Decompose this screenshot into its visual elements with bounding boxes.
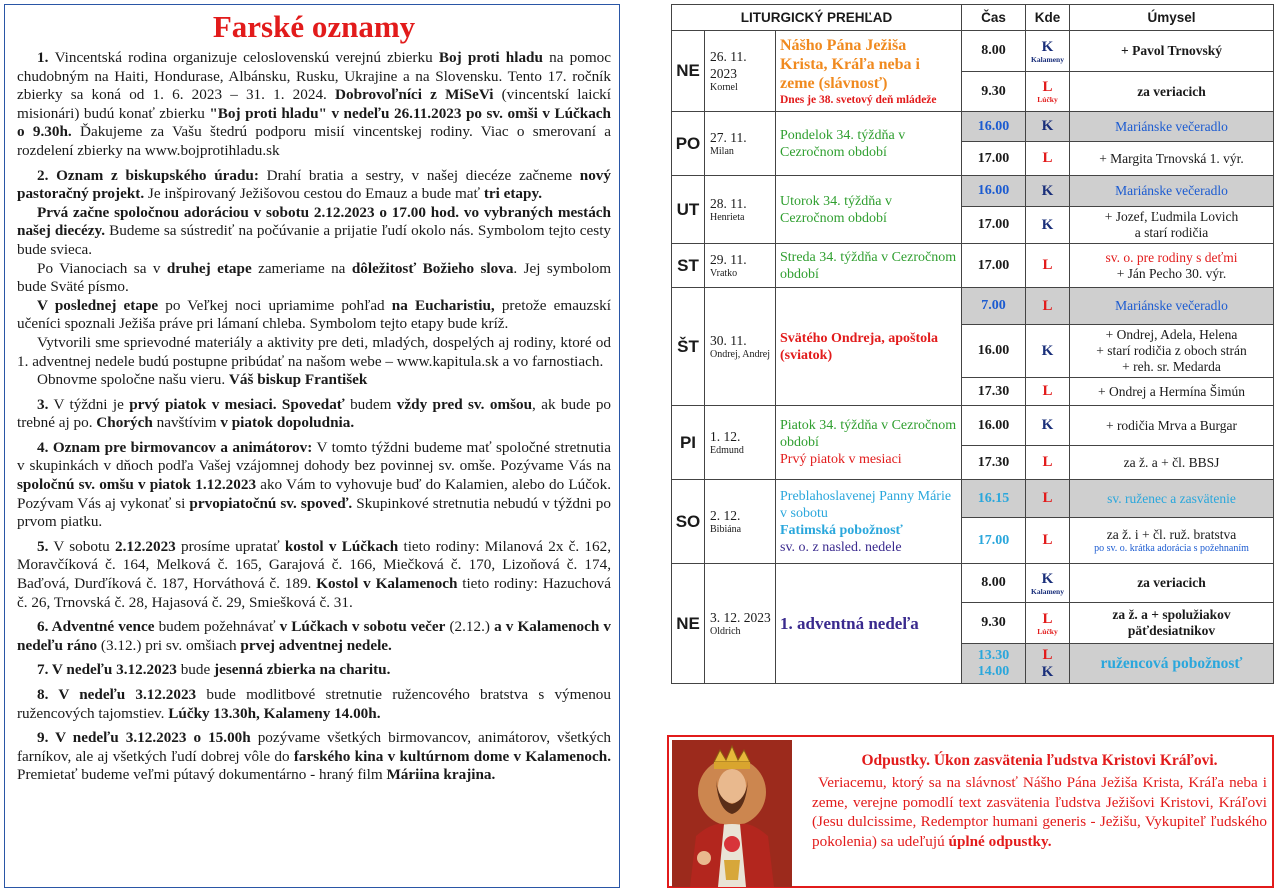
announcement-bold-text: 4. Oznam pre birmovancov a animátorov: xyxy=(37,438,313,456)
place-cell xyxy=(1026,207,1070,244)
table-row xyxy=(672,406,1274,446)
feast-line: Utorok 34. týždňa v Cezročnom období xyxy=(780,193,892,226)
intention-cell xyxy=(1070,446,1274,480)
christ-king-image xyxy=(672,740,792,887)
announcement-text: (vincentskí laickí misionári) budú konať zbierku xyxy=(17,86,612,122)
announcement-paragraph xyxy=(17,260,611,297)
indulgence-text xyxy=(812,751,1267,851)
announcement-bold-text: v piatok dopoludnia. xyxy=(220,414,355,432)
intention-cell xyxy=(1070,644,1274,684)
announcement-list xyxy=(17,49,611,785)
intention-cell xyxy=(1070,142,1274,176)
announcement-bold-text: prvý piatok v mesiaci. Spovedať xyxy=(129,395,345,413)
time-cell: 17.30 xyxy=(962,446,1026,480)
intention-line: + Ondrej, Adela, Helena xyxy=(1105,327,1238,342)
place-cell xyxy=(1026,480,1070,518)
announcement-item xyxy=(17,167,611,390)
date-cell xyxy=(705,244,776,288)
announcement-text: tieto rodiny: Hazuchová č. 26, Trnovská č. 28, Hajasová č. 29, Smiešková č. 31. xyxy=(17,575,612,611)
feast-line: Pondelok 34. týždňa v Cezročnom období xyxy=(780,127,906,160)
intention-cell xyxy=(1070,112,1274,142)
day-abbrev: PO xyxy=(672,112,705,176)
time-cell: 9.30 xyxy=(962,72,1026,112)
place-name: Kalameny xyxy=(1031,586,1064,596)
place-letter: L xyxy=(1042,454,1053,470)
intention-line: za ž. a + čl. BBSJ xyxy=(1123,454,1220,470)
place-letter: K xyxy=(1041,663,1054,680)
intention-cell xyxy=(1070,378,1274,406)
announcement-text: Po Vianociach sa v xyxy=(37,259,167,277)
place-letter: L xyxy=(1042,610,1053,627)
announcement-bold-text: Máriina krajina. xyxy=(386,766,496,784)
announcement-text: ako Vám to vyhovuje buď do Kalamien, alebo do Lúčok. Pozývam Vás aj vykonať si xyxy=(17,476,611,512)
announcement-bold-text: v Lúčkach v sobotu večer xyxy=(279,618,446,636)
time-cell: 17.00 xyxy=(962,518,1026,564)
intention-line: sv. ruženec a zasvätenie xyxy=(1107,490,1236,506)
name-day: Henrieta xyxy=(710,212,745,223)
date-cell xyxy=(705,112,776,176)
indulgence-body-text: Veriacemu, ktorý sa na slávnosť Nášho Pána Ježiša Krista, Kráľa neba i zeme, verejne pomodlí text zasvätenia ľudstva Ježišovi Kristovi, Kráľovi (Jesu dulcissime, Redemptor humani generis - Ježišu, Vykupiteľ ľudského pokolenia) sa udeľujú xyxy=(812,774,1267,850)
announcement-bold-text: na Eucharistiu, xyxy=(391,296,495,314)
announcement-text: Vytvorili sme sprievodné materiály a aktivity pre deti, mladých, dospelých aj rodiny, ktoré od 1. adventnej nedele budú postupne pribúdať na našom webe – www.kapitula.sk a vo farnostiach. xyxy=(17,333,611,370)
announcement-bold-text: Boj proti hladu xyxy=(438,49,543,66)
announcement-bold-text: spoločnú sv. omšu v piatok 1.12.2023 xyxy=(17,476,257,494)
place-letter: L xyxy=(1042,257,1053,273)
announcement-text: po Veľkej noci upriamime pohľad xyxy=(158,296,392,314)
announcement-paragraph xyxy=(17,729,611,785)
header-time: Čas xyxy=(962,5,1026,31)
place-letter: K xyxy=(1041,570,1054,587)
intention-cell xyxy=(1070,564,1274,603)
place-cell xyxy=(1026,288,1070,325)
table-row xyxy=(672,288,1274,325)
time-cell xyxy=(962,644,1026,684)
announcement-text: Vincentská rodina organizuje celoslovenskú verejnú zbierku xyxy=(54,49,439,66)
day-abbrev: SO xyxy=(672,480,705,564)
intention-cell xyxy=(1070,207,1274,244)
announcement-bold-text: 8. V nedeľu 3.12.2023 xyxy=(37,686,197,703)
place-cell xyxy=(1026,406,1070,446)
feast-line: Dnes je 38. svetový deň mládeže xyxy=(780,93,937,106)
feast-cell xyxy=(776,288,962,406)
announcement-item xyxy=(17,729,611,785)
announcement-text: V tomto týždni budeme mať spoločné stretnutia v skupinkách v dňoch podľa Vašej vzájomnej dohody bez povinnej sv. omše. Pozývame Vás na xyxy=(17,438,611,475)
intention-line: + rodičia Mrva a Burgar xyxy=(1105,417,1238,433)
announcement-bold-text: druhej etape xyxy=(166,259,252,277)
liturgical-overview xyxy=(671,4,1274,722)
place-cell xyxy=(1026,31,1070,72)
intention-cell xyxy=(1070,176,1274,207)
place-cell xyxy=(1026,644,1070,684)
header-intention: Úmysel xyxy=(1070,5,1274,31)
announcement-paragraph xyxy=(17,49,611,161)
time-cell: 8.00 xyxy=(962,564,1026,603)
place-cell xyxy=(1026,446,1070,480)
place-cell xyxy=(1026,518,1070,564)
intention-line: + starí rodičia z oboch strán xyxy=(1096,343,1247,358)
time-cell: 17.00 xyxy=(962,142,1026,176)
time-cell: 9.30 xyxy=(962,603,1026,644)
place-letter: K xyxy=(1041,38,1054,55)
announcement-paragraph xyxy=(17,396,611,433)
date-text: 2. 12. xyxy=(710,508,741,523)
intention-cell xyxy=(1070,603,1274,644)
feast-line: Preblahoslavenej Panny Márie v sobotu xyxy=(780,488,952,521)
date-cell xyxy=(705,288,776,406)
announcement-text: (3.12.) pri sv. omšiach xyxy=(97,636,241,654)
announcement-text: Skupinkové stretnutia nebudú v týždni po prvom piatku. xyxy=(17,494,611,531)
announcement-text: . Jej symbolom bude Sväté písmo. xyxy=(17,259,612,296)
announcement-text: budem požehnávať xyxy=(154,618,280,636)
indulgence-body xyxy=(812,773,1267,851)
place-letter: K xyxy=(1041,118,1054,134)
day-abbrev: UT xyxy=(672,176,705,244)
intention-line: + Ján Pecho 30. výr. xyxy=(1116,265,1227,281)
place-letter: L xyxy=(1042,150,1053,166)
feast-cell xyxy=(776,244,962,288)
intention-line: + Jozef, Ľudmila Lovich xyxy=(1104,209,1239,224)
time-line: 13.30 xyxy=(977,647,1010,663)
announcement-text: bude xyxy=(176,661,215,679)
table-row xyxy=(672,31,1274,72)
intention-line: Mariánske večeradlo xyxy=(1115,118,1228,134)
announcement-bold-text: 5. xyxy=(37,537,49,555)
intention-line: + Margita Trnovská 1. výr. xyxy=(1099,150,1244,166)
announcement-text: Je inšpirovaný Ježišovou cestou do Emauz a bude mať xyxy=(144,185,484,203)
feast-line: 1. adventná nedeľa xyxy=(780,614,919,633)
table-row xyxy=(672,112,1274,142)
date-cell xyxy=(705,564,776,684)
announcement-paragraph xyxy=(17,661,611,680)
announcement-bold-text: jesenná zbierka na charitu. xyxy=(214,661,391,679)
day-abbrev: NE xyxy=(672,31,705,112)
place-letter: L xyxy=(1042,646,1053,663)
feast-line: Streda 34. týždňa v Cezročnom období xyxy=(780,249,957,282)
announcement-paragraph xyxy=(17,297,611,334)
intention-line: za veriacich xyxy=(1137,83,1206,99)
table-row xyxy=(672,480,1274,518)
place-cell xyxy=(1026,244,1070,288)
name-day: Oldrich xyxy=(710,626,741,637)
day-abbrev: ST xyxy=(672,244,705,288)
header-place: Kde xyxy=(1026,5,1070,31)
day-abbrev: ŠT xyxy=(672,288,705,406)
announcement-item xyxy=(17,686,611,723)
indulgence-body-bold: úplné odpustky. xyxy=(948,832,1052,850)
announcement-text: Budeme sa sústrediť na počúvanie a prijatie ľudí okolo nás. Symbolom tejto cesty bude svieca. xyxy=(17,222,612,258)
announcement-bold-text: 2.12.2023 xyxy=(115,537,176,555)
announcement-text: Ďakujeme za Vašu štedrú podporu misií vincentskej rodiny. Viac o smerovaní a rozdelení zbierky na www.bojprotihladu.sk xyxy=(17,123,611,159)
date-text: 1. 12. xyxy=(710,429,741,444)
name-day: Bibiána xyxy=(710,524,742,535)
place-letter: L xyxy=(1042,490,1053,506)
date-text: 30. 11. xyxy=(710,333,747,348)
place-name: Lúčky xyxy=(1037,626,1058,636)
announcement-bold-text: 1. xyxy=(37,49,55,66)
intention-cell xyxy=(1070,72,1274,112)
time-cell: 16.00 xyxy=(962,325,1026,378)
place-cell xyxy=(1026,176,1070,207)
table-row xyxy=(672,244,1274,288)
table-row xyxy=(672,564,1274,603)
announcement-paragraph xyxy=(17,334,611,371)
place-letter: L xyxy=(1042,532,1053,548)
date-text: 29. 11. xyxy=(710,252,747,267)
announcement-bold-text: Váš biskup František xyxy=(228,371,368,389)
announcement-text: prosíme upratať xyxy=(175,537,285,555)
intention-cell xyxy=(1070,325,1274,378)
announcement-bold-text: a v Kalamenoch v nedeľu ráno xyxy=(17,618,612,654)
intention-cell xyxy=(1070,31,1274,72)
feast-line: Piatok 34. týždňa v Cezročnom období xyxy=(780,418,957,450)
place-letter: K xyxy=(1041,216,1054,233)
date-text: 28. 11. xyxy=(710,196,747,211)
announcement-paragraph xyxy=(17,538,611,612)
place-cell xyxy=(1026,564,1070,603)
announcements-panel xyxy=(4,4,620,888)
intention-cell xyxy=(1070,244,1274,288)
intention-cell xyxy=(1070,406,1274,446)
announcement-bold-text: "Boj proti hladu" v nedeľu 26.11.2023 po sv. omši v Lúčkach o 9.30h. xyxy=(17,104,611,141)
announcement-item xyxy=(17,396,611,433)
announcement-text: Premietať budeme veľmi pútavý dokumentárno - hraný film xyxy=(17,766,387,784)
announcement-bold-text: Chorých xyxy=(96,414,153,432)
place-name: Lúčky xyxy=(1037,95,1058,104)
announcement-bold-text: prvej adventnej nedele. xyxy=(240,636,392,654)
announcement-text: zameriame na xyxy=(251,259,352,277)
intention-line: + reh. sr. Medarda xyxy=(1122,359,1221,374)
announcement-paragraph xyxy=(17,618,611,655)
place-cell xyxy=(1026,603,1070,644)
announcement-paragraph xyxy=(17,686,611,723)
announcement-bold-text: vždy pred sv. omšou xyxy=(396,395,533,413)
feast-line: sv. o. z nasled. nedele xyxy=(780,539,902,555)
feast-cell xyxy=(776,112,962,176)
indulgence-title: Odpustky. Úkon zasvätenia ľudstva Kristovi Kráľovi. xyxy=(861,752,1218,769)
feast-line: Fatimská pobožnosť xyxy=(780,522,903,538)
time-cell: 8.00 xyxy=(962,31,1026,72)
announcement-bold-text: dôležitosť Božieho slova xyxy=(351,259,514,277)
announcement-bold-text: V poslednej etape xyxy=(37,296,159,314)
announcement-text: Drahí bratia a sestry, v našej diecéze začneme xyxy=(258,166,580,184)
announcement-paragraph xyxy=(17,204,611,260)
intention-cell xyxy=(1070,518,1274,564)
announcement-item xyxy=(17,538,611,612)
name-day: Vratko xyxy=(710,268,738,279)
intention-line: Mariánske večeradlo xyxy=(1115,298,1228,313)
announcement-bold-text: 7. V nedeľu 3.12.2023 xyxy=(37,661,177,679)
intention-line: za veriacich xyxy=(1137,575,1206,590)
announcement-bold-text: farského kina v kultúrnom dome v Kalamenoch. xyxy=(293,747,611,765)
intention-note: po sv. o. krátka adorácia s požehnaním xyxy=(1094,542,1249,554)
announcement-text: V týždni je xyxy=(48,395,130,413)
date-cell xyxy=(705,31,776,112)
time-cell: 17.30 xyxy=(962,378,1026,406)
feast-cell xyxy=(776,31,962,112)
date-cell xyxy=(705,480,776,564)
announcement-item xyxy=(17,661,611,680)
announcement-text: Obnovme spoločne našu vieru. xyxy=(37,371,229,389)
intention-line: + Ondrej a Hermína Šimún xyxy=(1097,383,1246,399)
place-name: Kalameny xyxy=(1031,54,1064,64)
time-cell: 16.00 xyxy=(962,176,1026,207)
liturgical-table xyxy=(671,4,1274,684)
day-abbrev: NE xyxy=(672,564,705,684)
announcement-bold-text: 9. V nedeľu 3.12.2023 o 15.00h xyxy=(37,729,251,747)
intention-line: za ž. a + spolužiakov xyxy=(1112,607,1231,622)
announcement-text: bude modlitbové stretnutie ružencového bratstva s výmenou ružencových tajomstiev. xyxy=(17,686,611,722)
place-cell xyxy=(1026,325,1070,378)
announcement-text: budem xyxy=(344,395,397,413)
announcement-bold-text: nový pastoračný projekt. xyxy=(17,166,611,203)
date-text: 3. 12. 2023 xyxy=(710,610,771,625)
announcement-bold-text: Prvá začne spoločnou adoráciou v sobotu 2.12.2023 o 17.00 hod. vo vybraných mestách našej diecézy. xyxy=(17,203,611,240)
page-title: Farské oznamy xyxy=(212,9,416,44)
place-cell xyxy=(1026,72,1070,112)
place-letter: K xyxy=(1041,417,1054,433)
date-text: 27. 11. xyxy=(710,130,747,145)
feast-line: Nášho Pána Ježiša Krista, Kráľa neba i zeme (slávnosť) xyxy=(780,36,920,92)
place-letter: L xyxy=(1042,383,1053,399)
place-cell xyxy=(1026,142,1070,176)
intention-line: a starí rodičia xyxy=(1134,225,1209,240)
place-letter: K xyxy=(1041,342,1054,359)
announcement-text: (2.12.) xyxy=(445,618,495,636)
day-abbrev: PI xyxy=(672,406,705,480)
table-row xyxy=(672,176,1274,207)
time-cell: 7.00 xyxy=(962,288,1026,325)
announcement-text: tieto rodiny: Milanová 2x č. 162, Moravčíková č. 164, Melková č. 165, Garajová č. 166, Miečková č. 170, Lizoňová č. 174, Baďová, Durďíková č. 187, Horváthová č. 189. xyxy=(17,537,611,593)
announcement-text: pozývame všetkých birmovancov, animátorov, všetkých farníkov, ale aj všetkých ľudí dobrej vôle do xyxy=(17,729,611,765)
announcement-text: , ak bude po trebné aj po. xyxy=(17,395,612,432)
feast-line: Prvý piatok v mesiaci xyxy=(780,452,902,467)
announcement-paragraph xyxy=(17,167,611,204)
intention-line: Mariánske večeradlo xyxy=(1115,183,1228,198)
feast-cell xyxy=(776,176,962,244)
intention-line: + Pavol Trnovský xyxy=(1121,43,1222,58)
name-day: Ondrej, Andrej xyxy=(710,349,770,360)
intention-line: sv. o. pre rodiny s deťmi xyxy=(1105,249,1238,265)
time-cell: 16.00 xyxy=(962,406,1026,446)
place-letter: L xyxy=(1042,297,1053,314)
announcement-item xyxy=(17,439,611,532)
date-cell xyxy=(705,176,776,244)
announcement-paragraph xyxy=(17,439,611,532)
place-letter: K xyxy=(1041,182,1054,199)
intention-cell xyxy=(1070,480,1274,518)
indulgence-box xyxy=(667,735,1274,888)
intention-line: päťdesiatnikov xyxy=(1127,623,1216,638)
name-day: Kornel xyxy=(710,82,738,93)
name-day: Edmund xyxy=(710,445,744,456)
announcement-bold-text: tri etapy. xyxy=(483,185,543,203)
announcement-bold-text: 3. xyxy=(37,395,49,413)
intention-line: ružencová pobožnosť xyxy=(1100,654,1243,672)
announcement-bold-text: Dobrovoľníci z MiSeVi xyxy=(335,86,494,104)
announcement-bold-text: 2. Oznam z biskupského úradu: xyxy=(37,166,259,184)
announcement-bold-text: prvopiatočnú sv. spoveď. xyxy=(189,494,353,512)
announcement-bold-text: Kostol v Kalamenoch xyxy=(316,575,458,593)
announcement-text: navštívim xyxy=(152,414,221,432)
table-header-row xyxy=(672,5,1274,31)
announcement-text: na pomoc chudobným na Haiti, Hondurase, Albánsku, Rusku, Ukrajine a na Slovensku. Tento 17. ročník zbierky sa koná od 1. 6. 2023 – 31. 1. 2024. xyxy=(17,49,611,104)
time-cell: 17.00 xyxy=(962,207,1026,244)
place-letter: L xyxy=(1042,79,1053,95)
announcement-item xyxy=(17,618,611,655)
announcement-paragraph xyxy=(17,371,611,390)
place-cell xyxy=(1026,378,1070,406)
feast-cell xyxy=(776,564,962,684)
intention-line: za ž. i + čl. ruž. bratstva xyxy=(1106,526,1237,542)
feast-cell xyxy=(776,406,962,480)
time-cell: 16.15 xyxy=(962,480,1026,518)
time-line: 14.00 xyxy=(977,663,1010,679)
announcement-bold-text: 6. Adventné vence xyxy=(37,618,155,636)
date-cell xyxy=(705,406,776,480)
announcement-text: pretože emauzskí učeníci spoznali Ježiša práve pri lámaní chleba. Symbolom tejto etapy bude kríž. xyxy=(17,296,611,333)
time-cell: 16.00 xyxy=(962,112,1026,142)
header-overview: LITURGICKÝ PREHĽAD xyxy=(672,5,962,31)
announcement-item xyxy=(17,49,611,161)
announcement-text: V sobotu xyxy=(48,537,116,555)
feast-line: Svätého Ondreja, apoštola (sviatok) xyxy=(780,330,939,363)
intention-cell xyxy=(1070,288,1274,325)
announcement-bold-text: Lúčky 13.30h, Kalameny 14.00h. xyxy=(168,704,381,722)
date-text: 26. 11. 2023 xyxy=(710,49,747,81)
feast-cell xyxy=(776,480,962,564)
name-day: Milan xyxy=(710,146,734,157)
announcement-bold-text: kostol v Lúčkach xyxy=(284,537,399,555)
time-cell: 17.00 xyxy=(962,244,1026,288)
place-cell xyxy=(1026,112,1070,142)
